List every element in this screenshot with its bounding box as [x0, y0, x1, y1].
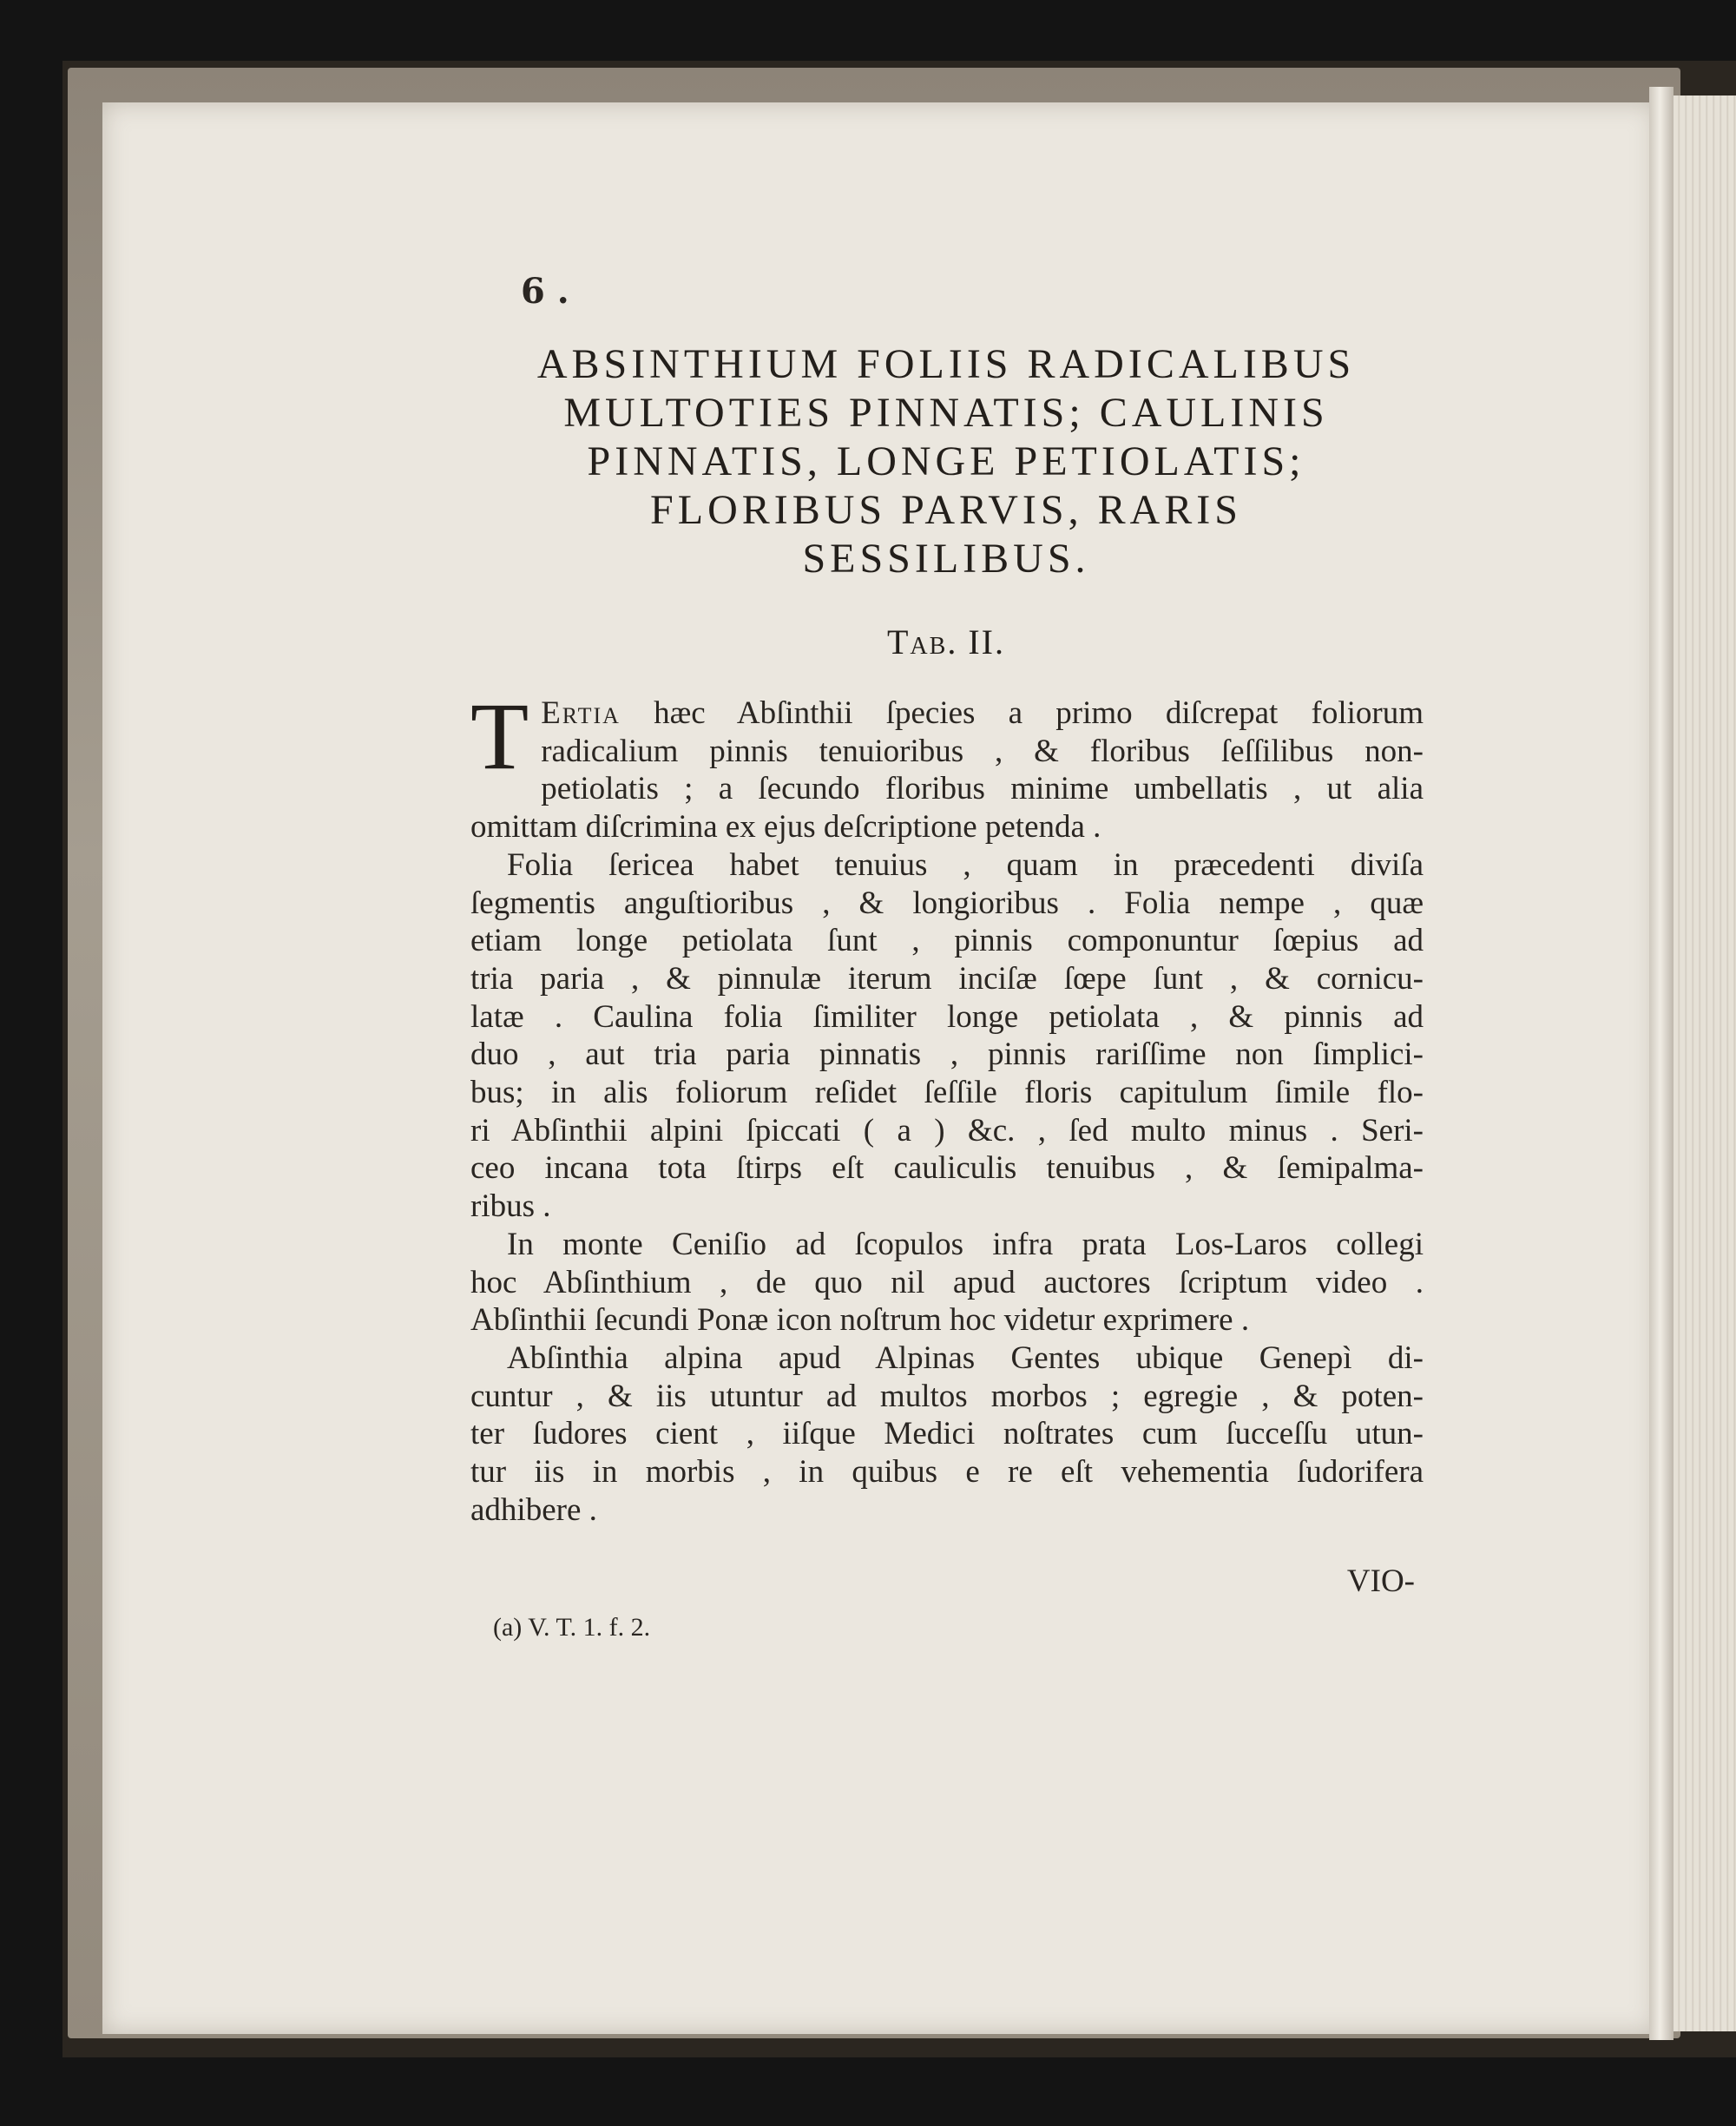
first-word: Ertia — [541, 695, 621, 731]
text-line: ri Abſinthii alpini ſpiccati ( a ) &c. , ſed multo minus . Seri- — [470, 1112, 1424, 1149]
text-line: petiolatis ; a ſecundo floribus minime umbellatis , ut alia — [541, 771, 1424, 807]
body-text — [470, 683, 1424, 1529]
text-line: etiam longe petiolata ſunt , pinnis componuntur ſœpius ad — [470, 923, 1424, 959]
text-line: Abſinthii ſecundi Ponæ icon noſtrum hoc videtur exprimere . — [470, 1302, 1250, 1339]
text-line: ſegmentis anguſtioribus , & longioribus . Folia nempe , quæ — [470, 885, 1424, 921]
text-line: radicalium pinnis tenuioribus , & floribus ſeſſilibus non- — [541, 733, 1424, 769]
text-line: ter ſudores cient , iiſque Medici noſtrates cum ſucceſſu utun- — [470, 1416, 1424, 1452]
facing-page-edges — [1674, 95, 1736, 2031]
plate-reference: Tab. II. — [887, 622, 1005, 661]
footnote: (a) V. T. 1. f. 2. — [493, 1613, 651, 1642]
text-line: duo , aut tria paria pinnatis , pinnis rariſſime non ſimplici- — [470, 1037, 1424, 1073]
title-line: MULTOTIES PINNATIS; CAULINIS — [563, 390, 1329, 436]
page-number: 6 . — [521, 271, 569, 312]
text-line: adhibere . — [470, 1491, 597, 1528]
text-line: ceo incana tota ſtirps eſt cauliculis tenuibus , & ſemipalma- — [470, 1150, 1424, 1187]
page-title — [434, 340, 1458, 583]
text-line: latæ . Caulina folia ſimiliter longe petiolata , & pinnis ad — [470, 998, 1424, 1035]
drop-cap: T — [470, 683, 529, 789]
catchword: VIO- — [1346, 1563, 1415, 1599]
text-line: bus; in alis foliorum reſidet ſeſſile floris capitulum ſimile flo- — [470, 1075, 1424, 1111]
text-line: Folia ſericea habet tenuius , quam in præcedenti diviſa — [507, 846, 1424, 883]
title-line: PINNATIS, LONGE PETIOLATIS; — [587, 438, 1305, 484]
text-line: tur iis in morbis , in quibus e re eſt vehementia ſudorifera — [470, 1454, 1424, 1491]
title-line: ABSINTHIUM FOLIIS RADICALIBUS — [536, 341, 1356, 387]
page-gutter — [1649, 87, 1674, 2040]
text-line: ribus . — [470, 1188, 551, 1225]
text-line: Ertia hæc Abſinthii ſpecies a primo diſcrepat foliorum — [541, 695, 1424, 731]
text-line: omittam diſcrimina ex ejus deſcriptione petenda . — [470, 809, 1101, 846]
text-line: Abſinthia alpina apud Alpinas Gentes ubique Genepì di- — [507, 1339, 1424, 1376]
title-line: SESSILIBUS. — [802, 536, 1090, 582]
text-line: cuntur , & iis utuntur ad multos morbos ; egregie , & poten- — [470, 1378, 1424, 1414]
title-line: FLORIBUS PARVIS, RARIS — [650, 487, 1242, 533]
text-line: In monte Ceniſio ad ſcopulos infra prata Los-Laros collegi — [507, 1226, 1424, 1262]
text-line: tria paria , & pinnulæ iterum inciſæ ſœpe ſunt , & cornicu- — [470, 960, 1424, 997]
text-line: hoc Abſinthium , de quo nil apud auctores ſcriptum video . — [470, 1264, 1424, 1300]
